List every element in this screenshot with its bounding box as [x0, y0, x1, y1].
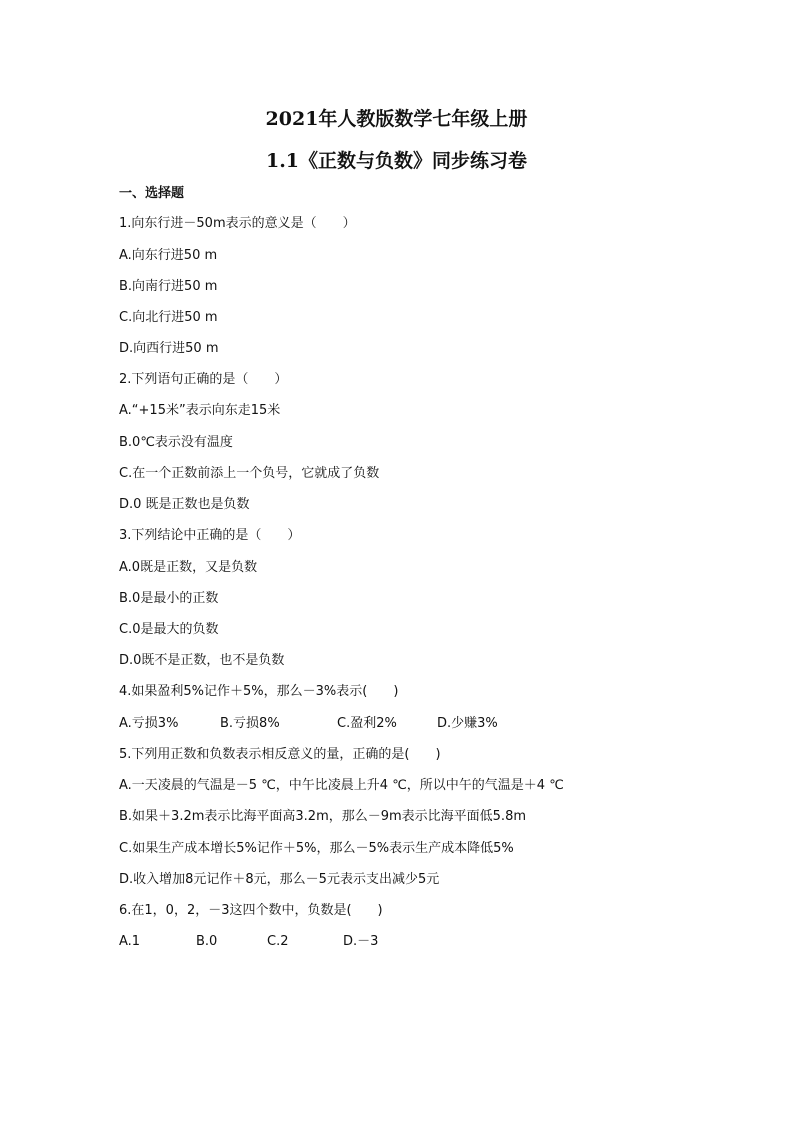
question-option: C.2	[267, 934, 289, 949]
question-option: B.0℃表示没有温度	[119, 435, 233, 450]
question-option: D.0既不是正数，也不是负数	[119, 653, 285, 668]
question-option: C.0是最大的负数	[119, 622, 219, 637]
question-option: A.向东行进50 m	[119, 248, 218, 263]
question-option: C.盈利2%	[337, 716, 397, 731]
question-option: D.－3	[343, 934, 379, 949]
document-subtitle: 1.1《正数与负数》同步练习卷	[265, 150, 528, 172]
question-option: A.亏损3%	[119, 716, 179, 731]
question-option: B.0	[196, 934, 218, 949]
question-option: B.0是最小的正数	[119, 591, 219, 606]
question-option: C.在一个正数前添上一个负号，它就成了负数	[119, 466, 380, 481]
question-option: B.向南行进50 m	[119, 279, 218, 294]
question-option: A.1	[119, 934, 141, 949]
question-stem: 2.下列语句正确的是（ ）	[119, 372, 288, 387]
section-heading: 一、选择题	[119, 186, 185, 201]
question-option: B.亏损8%	[220, 716, 280, 731]
question-option: B.如果＋3.2m表示比海平面高3.2m，那么－9m表示比海平面低5.8m	[119, 809, 526, 824]
question-stem: 4.如果盈利5%记作＋5%，那么－3%表示( )	[119, 684, 399, 699]
question-stem: 6.在1，0，2，－3这四个数中，负数是( )	[119, 903, 383, 918]
question-option: D.少赚3%	[437, 716, 498, 731]
question-option: C.如果生产成本增长5%记作＋5%，那么－5%表示生产成本降低5%	[119, 841, 514, 856]
question-stem: 3.下列结论中正确的是（ ）	[119, 528, 301, 543]
question-option: D.收入增加8元记作＋8元，那么－5元表示支出减少5元	[119, 872, 440, 887]
question-option: D.向西行进50 m	[119, 341, 219, 356]
question-option: D.0 既是正数也是负数	[119, 497, 250, 512]
question-stem: 1.向东行进－50m表示的意义是（ ）	[119, 216, 356, 231]
document-title: 2021年人教版数学七年级上册	[265, 108, 528, 130]
question-stem: 5.下列用正数和负数表示相反意义的量，正确的是( )	[119, 747, 441, 762]
question-option: A.0既是正数，又是负数	[119, 560, 258, 575]
question-option: C.向北行进50 m	[119, 310, 218, 325]
question-option: A.“+15米”表示向东走15米	[119, 403, 281, 418]
question-option: A.一天凌晨的气温是－5 ℃，中午比凌晨上升4 ℃，所以中午的气温是＋4 ℃	[119, 778, 564, 793]
